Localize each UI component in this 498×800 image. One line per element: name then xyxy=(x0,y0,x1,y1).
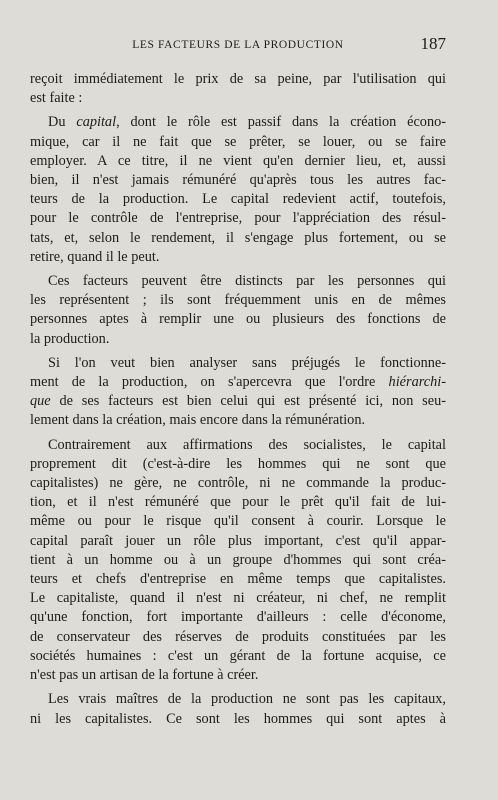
text-line: Les vrais maîtres de la production ne sont pas les capitaux, xyxy=(48,691,446,708)
page-number: 187 xyxy=(420,34,446,53)
text-line: de conservateur des réserves de produits constituées par les xyxy=(30,628,446,645)
paragraph xyxy=(30,436,446,686)
text-line: ment de la production, on s'apercevra que l'ordre hiérarchi- xyxy=(30,374,446,391)
text-line: que de ses facteurs est bien celui qui est présenté ici, non seu- xyxy=(30,393,446,410)
text-line: lement dans la création, mais encore dans la rémunération. xyxy=(30,412,366,429)
text-line: retire, quand il le peut. xyxy=(30,248,160,265)
text-line: sociétés humaines : c'est un gérant de la fortune acquise, ce xyxy=(30,647,446,664)
text-line: teurs de la production. Le capital redevient actif, toutefois, xyxy=(30,191,446,208)
text-line: Contrairement aux affirmations des socialistes, le capital xyxy=(48,436,446,453)
text-line: la production. xyxy=(30,330,110,347)
text-line: proprement dit (c'est-à-dire les hommes qui ne sont que xyxy=(30,455,446,472)
text-line: pour le contrôle de l'entreprise, pour l'appréciation des résul- xyxy=(30,210,446,227)
paragraph xyxy=(30,690,446,728)
text-line: capitalistes) ne gère, ne contrôle, ni ne commande la produc- xyxy=(30,475,446,492)
text-line: capital paraît jouer un rôle plus important, c'est qu'il appar- xyxy=(30,532,446,549)
italic-term: que xyxy=(30,393,51,410)
paragraph xyxy=(30,272,446,349)
text-line: employer. A ce titre, il ne vient qu'en dernier lieu, et, aussi xyxy=(30,152,446,169)
text-line: Si l'on veut bien analyser sans préjugés le fonctionne- xyxy=(48,354,446,371)
text-line: tient à un homme ou à un groupe d'hommes qui sont créa- xyxy=(30,551,446,568)
text-line: ni les capitalistes. Ce sont les hommes qui sont aptes à xyxy=(30,710,446,727)
text-line: Ces facteurs peuvent être distincts par les personnes qui xyxy=(48,273,446,290)
italic-term: hiérarchi- xyxy=(388,374,446,391)
text-line: tion, et il n'est rémunéré que pour le prêt qu'il fait de lui- xyxy=(30,494,446,511)
italic-term: capital xyxy=(76,114,117,131)
text-line: est faite : xyxy=(30,90,83,107)
text-line: n'est pas un artisan de la fortune à créer. xyxy=(30,667,259,684)
text-line: mique, car il ne fait que se prêter, se louer, ou se faire xyxy=(30,133,446,150)
text-line: personnes aptes à remplir une ou plusieurs des fonctions de xyxy=(30,311,446,328)
text-line: Le capitaliste, quand il n'est ni créateur, ni chef, ne remplit xyxy=(30,590,446,607)
text-line: bien, il n'est jamais rémunéré qu'après tous les autres fac- xyxy=(30,172,446,189)
text-line: tats, et, selon le rendement, il s'engage plus fortement, ou se xyxy=(30,229,446,246)
running-head xyxy=(30,34,446,54)
paragraph xyxy=(30,70,446,108)
text-line: reçoit immédiatement le prix de sa peine, par l'utilisation qui xyxy=(30,71,446,87)
running-title: LES FACTEURS DE LA PRODUCTION xyxy=(132,39,344,51)
paragraph xyxy=(30,354,446,431)
text-line: Du capital, dont le rôle est passif dans la création écono- xyxy=(48,114,446,131)
text-line: même ou pour le risque qu'il consent à courir. Lorsque le xyxy=(30,513,446,530)
text-line: teurs et chefs d'entreprise en même temps que capitalistes. xyxy=(30,571,446,588)
text-line: qu'une fonction, fort importante d'ailleurs : celle d'économe, xyxy=(30,609,446,626)
body-text xyxy=(30,70,446,734)
text-line: les représentent ; ils sont fréquemment unis en de mêmes xyxy=(30,292,446,309)
paragraph xyxy=(30,113,446,267)
